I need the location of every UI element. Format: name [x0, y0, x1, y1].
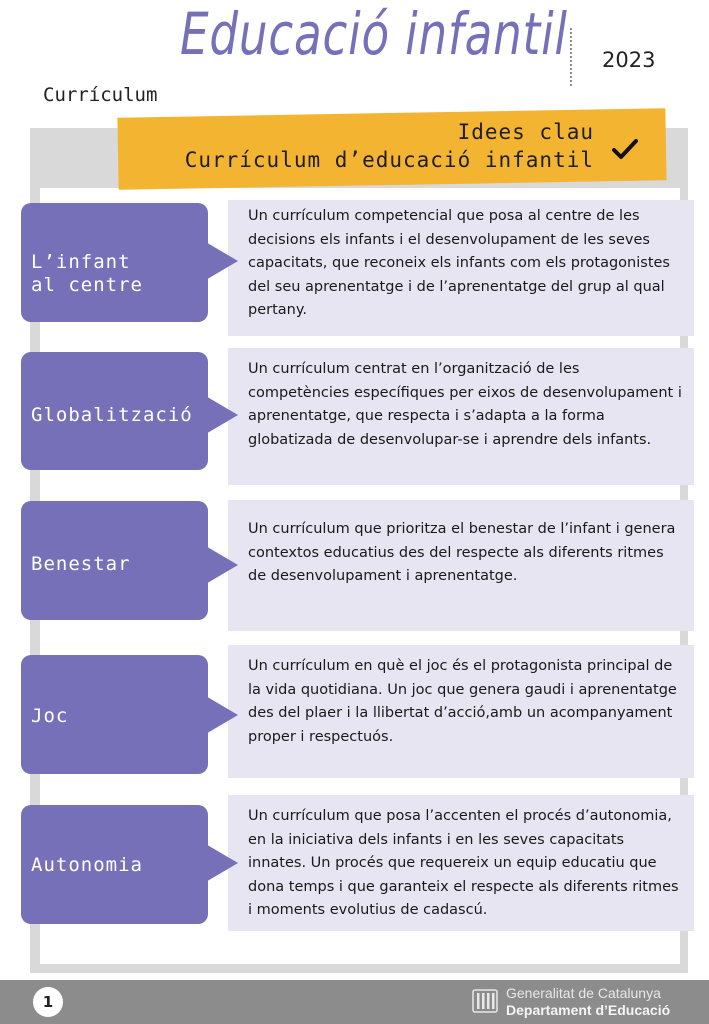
generalitat-logo-icon	[472, 987, 498, 1015]
page-number: 1	[33, 987, 63, 1017]
pointer-arrow	[204, 843, 238, 883]
concept-label: L’infant al centre	[31, 251, 143, 296]
concept-label: Benestar	[31, 553, 131, 575]
organization-name: Generalitat de Catalunya	[506, 985, 661, 1001]
check-icon	[612, 138, 638, 160]
section-label: Currículum	[43, 84, 158, 106]
concept-label: Globalització	[31, 404, 193, 426]
pointer-arrow	[204, 545, 238, 585]
pointer-arrow	[204, 241, 238, 281]
banner-heading	[118, 118, 594, 174]
concept-description: Un currículum centrat en l’organització de les competències específiques per eixos de desenvolupament i aprenentatge, que respecta i s’adapta a la forma globatizada de desenvolupar-se i aprendre dels infants.	[248, 361, 682, 448]
concept-label: Autonomia	[31, 854, 143, 876]
document-title: Educació infantil	[180, 0, 568, 68]
year-label: 2023	[602, 48, 656, 72]
concept-description: Un currículum que posa l’accenten el procés d’autonomia, en la iniciativa dels infants i en les seves capacitats innates. Un procés que requereix un equip educatiu que dona temps i que garanteix el respecte als diferents ritmes i moments evolutius de cadascú.	[248, 808, 679, 918]
title-divider	[570, 28, 572, 86]
concept-description: Un currículum en què el joc és el protagonista principal de la vida quotidiana. Un joc que genera gaudi i aprenentatge des del plaer i la llibertat d’acció,amb un acompanyament proper i respectuós.	[248, 658, 677, 745]
concept-description: Un currículum que prioritza el benestar de l’infant i genera contextos educatius des del respecte als diferents ritmes de desenvolupament i aprenentatge.	[248, 521, 676, 584]
banner-line-1: Idees clau	[457, 120, 594, 144]
pointer-arrow	[204, 695, 238, 735]
department-name: Departament d’Educació	[506, 1002, 671, 1018]
pointer-arrow	[204, 395, 238, 435]
concept-description: Un currículum competencial que posa al centre de les decisions els infants i el desenvolupament de les seves capacitats, que reconeix els infants com els protagonistes del seu aprenentatge i de l’aprenentatge del grup al qual pertany.	[248, 208, 670, 318]
concept-label: Joc	[31, 705, 69, 727]
banner-line-2: Currículum d’educació infantil	[184, 148, 594, 172]
